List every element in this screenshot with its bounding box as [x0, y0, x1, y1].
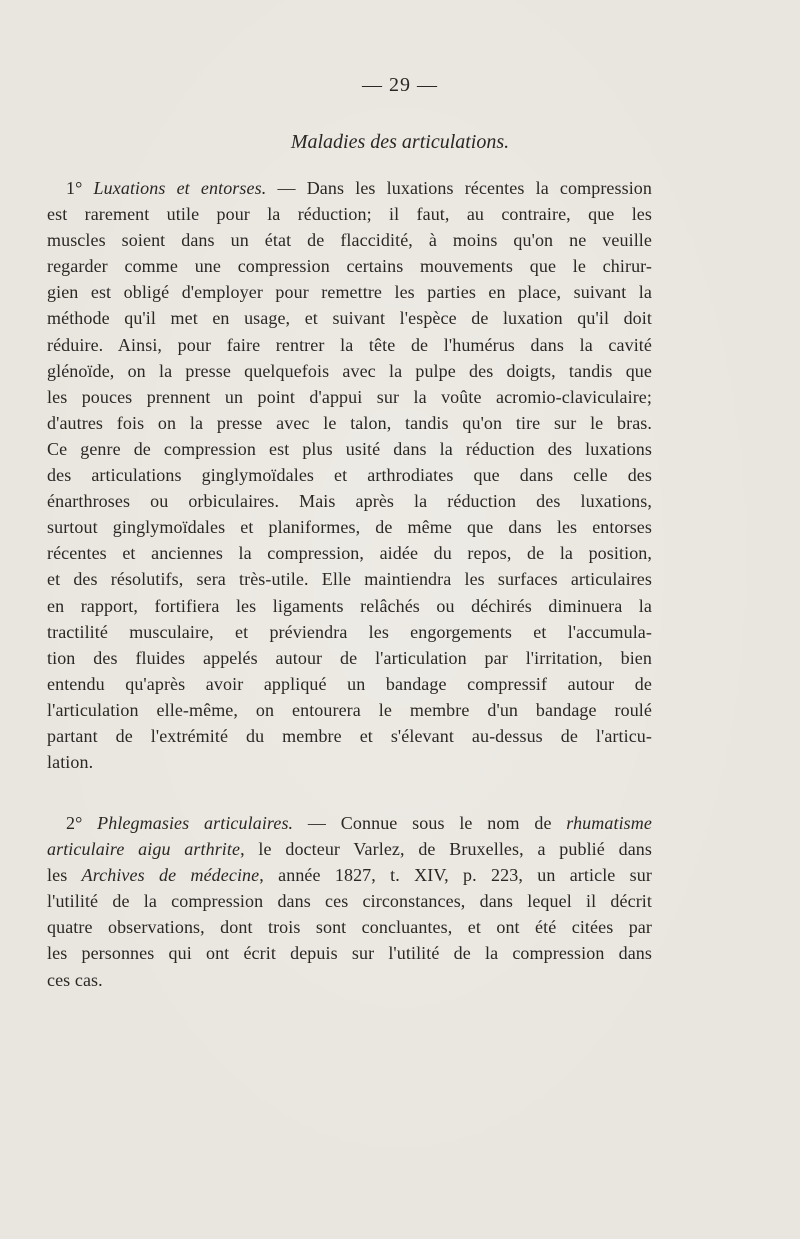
line-text: , année 1827, t. XIV, p. 223, un article sur [259, 865, 652, 886]
text-line [47, 358, 652, 384]
line-text: les pouces prennent un point d'appui sur la voûte acromio-claviculaire; [47, 386, 652, 407]
line-text: , le docteur Varlez, de Bruxelles, a publié dans [240, 839, 652, 860]
text-line [47, 462, 652, 488]
text-line [47, 619, 652, 645]
line-text: récentes et anciennes la compression, aidée du repos, de la position, [47, 543, 652, 564]
text-line [47, 201, 652, 227]
text-line [47, 384, 652, 410]
line-text: entendu qu'après avoir appliqué un bandage compressif autour de [47, 673, 652, 694]
paragraph-phlegmasies [47, 810, 652, 993]
line-text: les [47, 865, 82, 886]
text-line [47, 749, 652, 775]
line-text: glénoïde, on la presse quelquefois avec la pulpe des doigts, tandis que [47, 360, 652, 381]
line-text: — Dans les luxations récentes la compression [266, 178, 653, 198]
text-line [47, 671, 652, 697]
text-line [47, 227, 652, 253]
line-text: 2° [66, 813, 98, 833]
italic-text: rhumatisme [566, 813, 652, 833]
line-text: tion des fluides appelés autour de l'articulation par l'irritation, bien [47, 647, 652, 668]
text-line [47, 836, 652, 862]
line-text: réduire. Ainsi, pour faire rentrer la tête de l'humérus dans la cavité [47, 334, 652, 355]
line-text: l'articulation elle-même, on entourera le membre d'un bandage roulé [47, 699, 652, 720]
text-line [47, 862, 652, 888]
text-line [47, 888, 652, 914]
text-line [47, 940, 652, 966]
text-line [47, 410, 652, 436]
section-title: Maladies des articulations. [290, 131, 510, 153]
text-line [47, 488, 652, 514]
line-text: lation. [47, 752, 94, 773]
line-text: 1° [66, 178, 94, 198]
line-text: surtout ginglymoïdales et planiformes, de même que dans les entorses [47, 517, 652, 538]
italic-text: Luxations et entorses. [93, 178, 267, 198]
line-text: muscles soient dans un état de flaccidité, à moins qu'on ne veuille [47, 230, 652, 251]
text-line [47, 305, 652, 331]
line-text: tractilité musculaire, et préviendra les engorgements et l'accumula- [47, 621, 652, 642]
line-text: méthode qu'il met en usage, et suivant l'espèce de luxation qu'il doit [47, 308, 652, 329]
text-line [47, 253, 652, 279]
text-line [47, 593, 652, 619]
line-text: et des résolutifs, sera très-utile. Elle maintiendra les surfaces articulaires [47, 569, 652, 590]
line-text: regarder comme une compression certains mouvements que le chirur- [47, 256, 652, 277]
line-text: est rarement utile pour la réduction; il faut, au contraire, que les [47, 204, 652, 225]
text-line [47, 645, 652, 671]
text-line [47, 697, 652, 723]
line-text: ces cas. [47, 969, 103, 990]
line-text: en rapport, fortifiera les ligaments relâchés ou déchirés diminuera la [47, 595, 652, 616]
text-line [47, 967, 652, 993]
italic-text: Archives de médecine [81, 865, 260, 886]
italic-text: Phlegmasies articulaires. [97, 813, 294, 833]
line-text: énarthroses ou orbiculaires. Mais après la réduction des luxations, [47, 491, 652, 512]
text-line [47, 810, 652, 836]
text-line [47, 566, 652, 592]
text-line [47, 332, 652, 358]
text-line [47, 540, 652, 566]
text-line [47, 514, 652, 540]
text-line [47, 175, 652, 201]
text-line [47, 914, 652, 940]
text-line [47, 279, 652, 305]
line-text: Ce genre de compression est plus usité dans la réduction des luxations [47, 438, 652, 459]
paragraph-luxations [47, 175, 652, 775]
line-text: des articulations ginglymoïdales et arthrodiates que dans celle des [47, 465, 652, 486]
line-text: gien est obligé d'employer pour remettre les parties en place, suivant la [47, 282, 652, 303]
text-line [47, 723, 652, 749]
line-text: quatre observations, dont trois sont concluantes, et ont été citées par [47, 917, 652, 938]
italic-text: articulaire aigu arthrite [47, 839, 241, 860]
line-text: les personnes qui ont écrit depuis sur l'utilité de la compression dans [47, 943, 652, 964]
line-text: partant de l'extrémité du membre et s'élevant au-dessus de l'articu- [47, 725, 652, 746]
line-text: l'utilité de la compression dans ces circonstances, dans lequel il décrit [47, 891, 652, 912]
line-text: d'autres fois on la presse avec le talon, tandis qu'on tire sur le bras. [47, 412, 652, 433]
text-line [47, 436, 652, 462]
line-text: — Connue sous le nom de [293, 813, 567, 833]
page-number: — 29 — [362, 74, 438, 96]
